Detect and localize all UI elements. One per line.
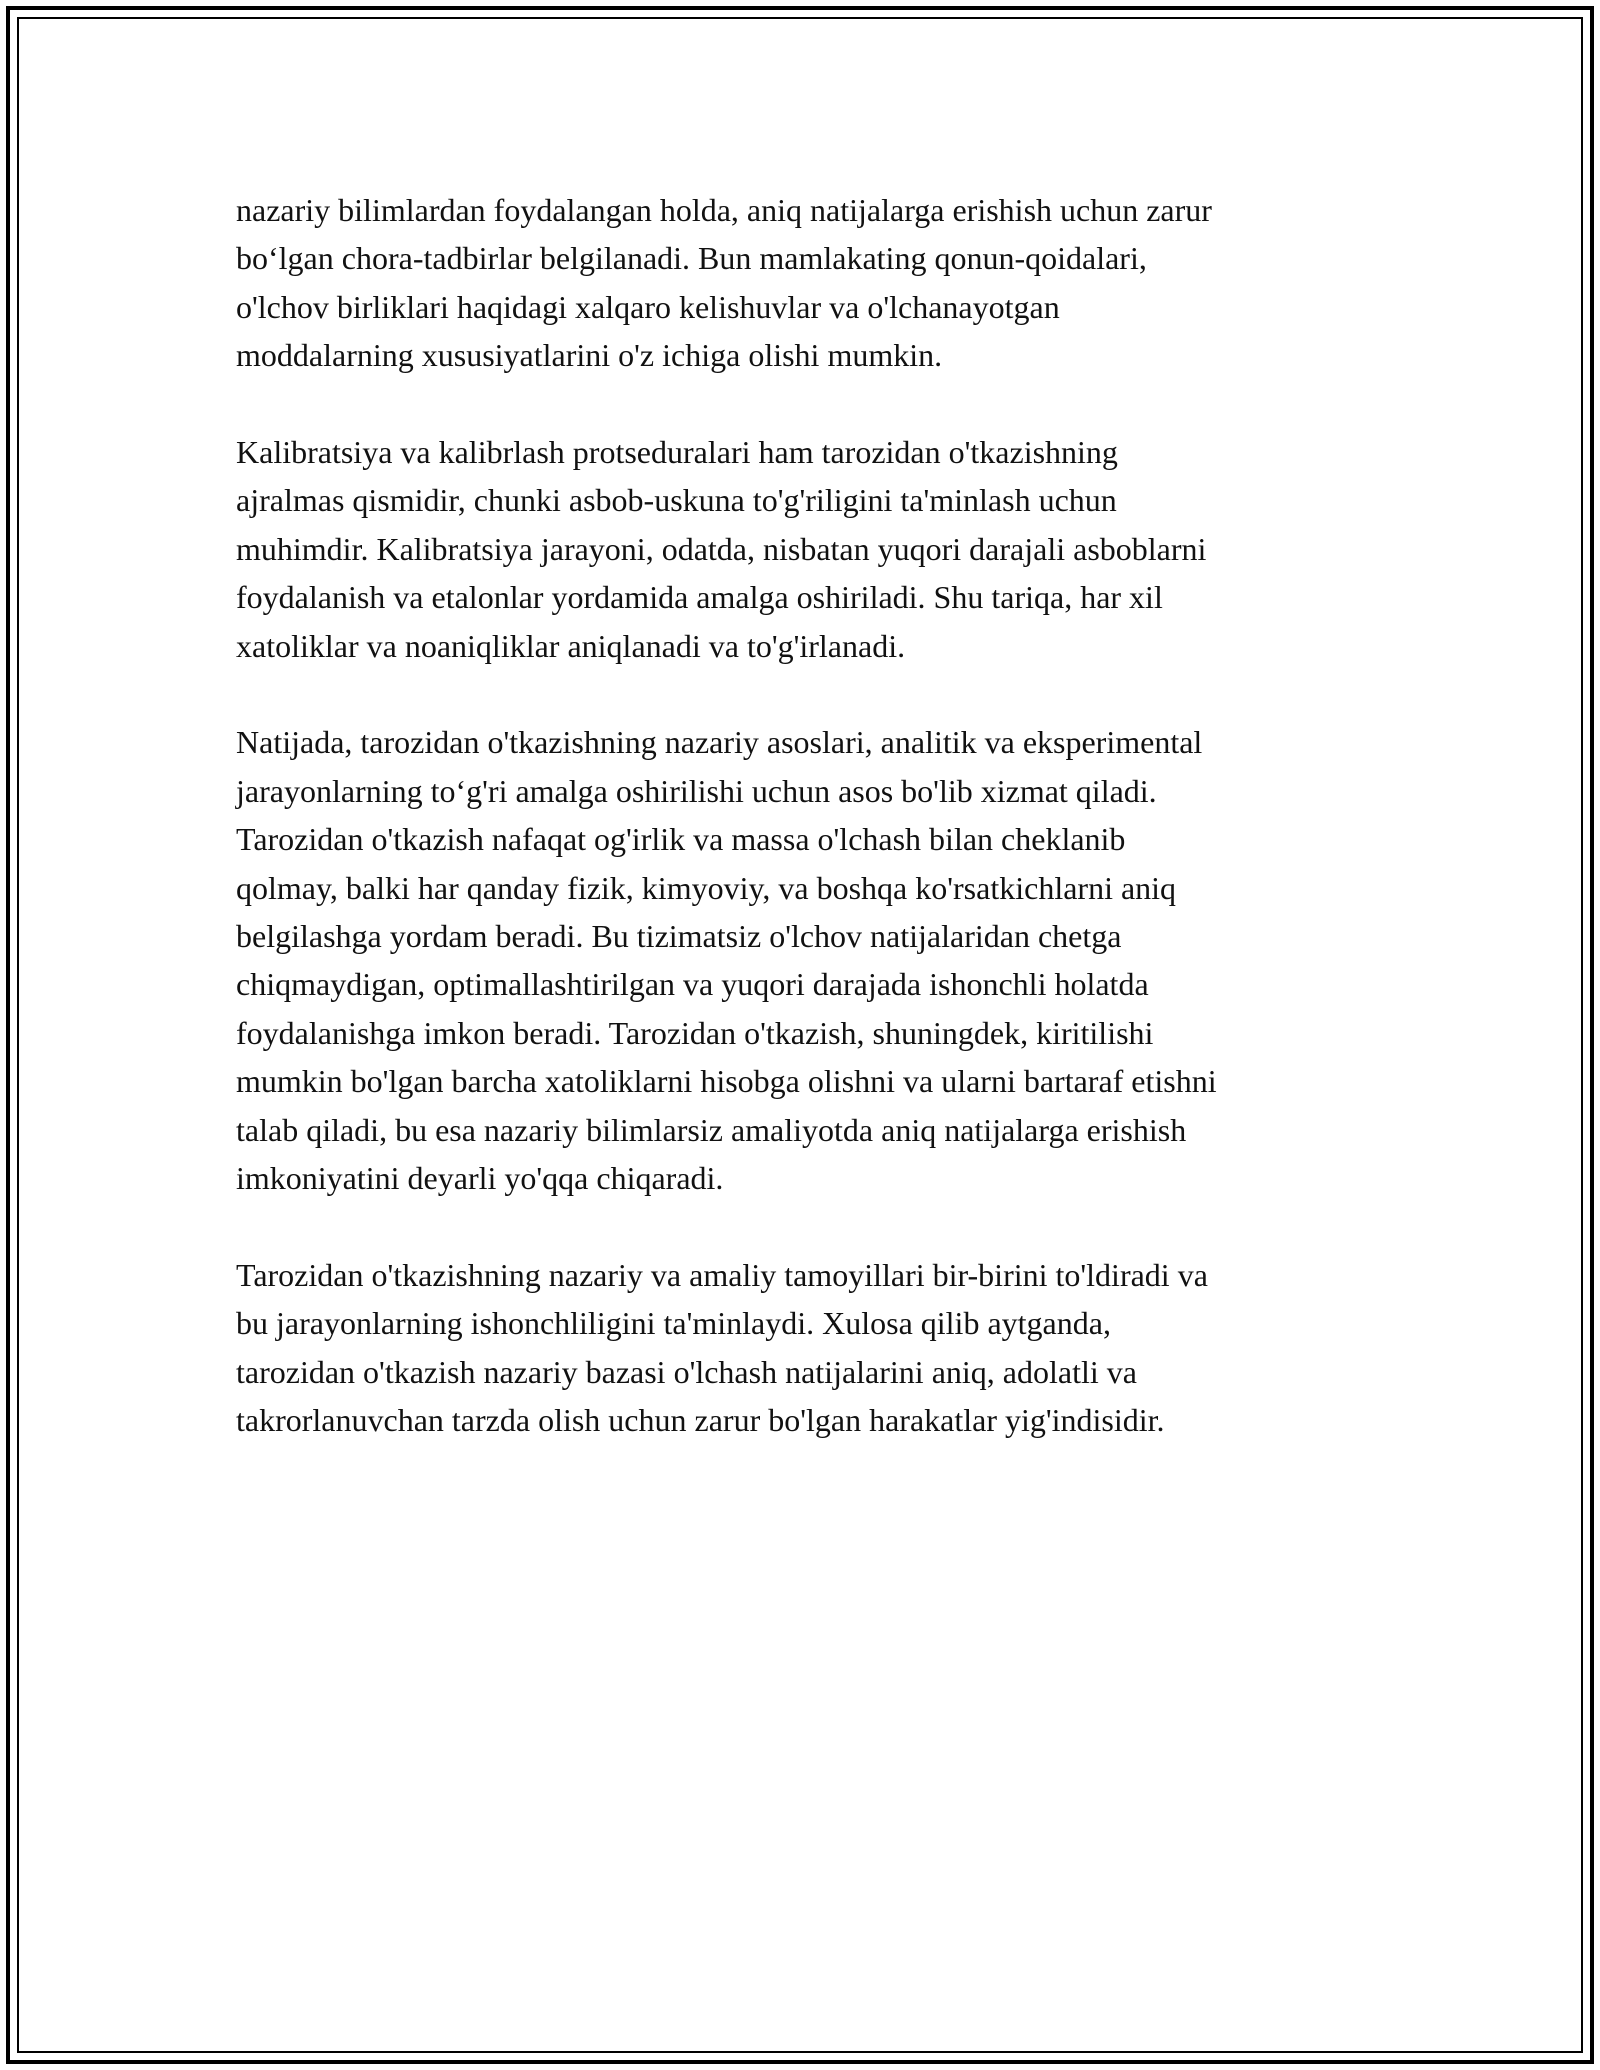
document-body: [236, 186, 1364, 1493]
paragraph-conclusion: Tarozidan o'tkazishning nazariy va amaliy tamoyillari bir-birini to'ldiradi va bu jarayonlarning ishonchliligini ta'minlaydi. Xulosa qilib aytganda, tarozidan o'tkazish nazariy bazasi o'lchash natijalarini aniq, adolatli va takrorlanuvchan tarzda olish uchun zarur bo'lgan harakatlar yig'indisidir.: [236, 1256, 1208, 1439]
paragraph-results: Natijada, tarozidan o'tkazishning nazariy asoslari, analitik va eksperimental jarayonlarning to‘g'ri amalga oshirilishi uchun asos bo'lib xizmat qiladi. Tarozidan o'tkazish nafaqat og'irlik va massa o'lchash bilan cheklanib qolmay, balki har qanday fizik, kimyoviy, va boshqa ko'rsatkichlarni aniq belgilashga yordam beradi. Bu tizimatsiz o'lchov natijalaridan chetga chiqmaydigan, optimallashtirilgan va yuqori darajada ishonchli holatda foydalanishga imkon beradi. Tarozidan o'tkazish, shuningdek, kiritilishi mumkin bo'lgan barcha xatoliklarni hisobga olishni va ularni bartaraf etishni talab qiladi, bu esa nazariy bilimlarsiz amaliyotda aniq natijalarga erishish imkoniyatini deyarli yo'qqa chiqaradi.: [236, 724, 1217, 1197]
paragraph-calibration-procedures: Kalibratsiya va kalibrlash protseduralari ham tarozidan o'tkazishning ajralmas qismidir, chunki asbob-uskuna to'g'riligini ta'minlash uchun muhimdir. Kalibratsiya jarayoni, odatda, nisbatan yuqori darajali asboblarni foydalanish va etalonlar yordamida amalga oshiriladi. Shu tariqa, har xil xatoliklar va noaniqliklar aniqlanadi va to'g'irlanadi.: [236, 434, 1207, 664]
paragraph-calibration-intro: nazariy bilimlardan foydalangan holda, aniq natijalarga erishish uchun zarur bo‘lgan chora-tadbirlar belgilanadi. Bun mamlakating qonun-qoidalari, o'lchov birliklari haqidagi xalqaro kelishuvlar va o'lchanayotgan moddalarning xususiyatlarini o'z ichiga olishi mumkin.: [236, 192, 1212, 374]
